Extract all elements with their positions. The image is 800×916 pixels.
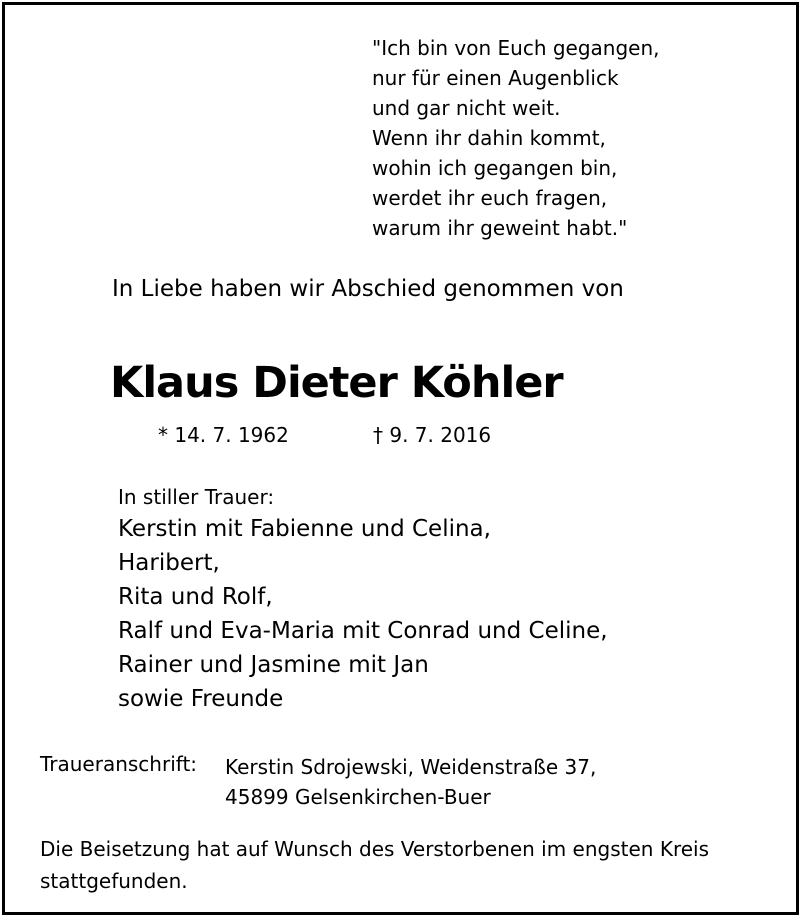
- poem-line: werdet ihr euch fragen,: [372, 186, 608, 210]
- mourners-block: [118, 482, 608, 716]
- poem-line: Wenn ihr dahin kommt,: [372, 126, 606, 150]
- mourner-line: Rita und Rolf,: [118, 584, 273, 610]
- mourner-line: Rainer und Jasmine mit Jan: [118, 652, 429, 678]
- deceased-name: Klaus Dieter Köhler: [110, 358, 563, 408]
- burial-note: Die Beisetzung hat auf Wunsch des Verstorbenen im engsten Kreis stattgefunden.: [40, 837, 710, 893]
- poem-line: warum ihr geweint habt.": [372, 216, 628, 240]
- mourner-line: Kerstin mit Fabienne und Celina,: [118, 516, 491, 542]
- mourners-list: [118, 512, 608, 716]
- address-block: [225, 752, 596, 812]
- poem: [372, 33, 660, 243]
- mourner-line: sowie Freunde: [118, 686, 284, 712]
- mourners-label: In stiller Trauer:: [118, 485, 275, 509]
- poem-line: und gar nicht weit.: [372, 96, 561, 120]
- mourner-line: Haribert,: [118, 550, 220, 576]
- address-label: Traueranschrift:: [40, 752, 198, 776]
- poem-line: nur für einen Augenblick: [372, 66, 619, 90]
- address-line-1: Kerstin Sdrojewski, Weidenstraße 37,: [225, 755, 597, 779]
- birth-date: * 14. 7. 1962: [158, 423, 289, 447]
- death-date: † 9. 7. 2016: [373, 423, 492, 447]
- intro-text: In Liebe haben wir Abschied genommen von: [112, 276, 624, 302]
- poem-line: "Ich bin von Euch gegangen,: [372, 36, 660, 60]
- poem-line: wohin ich gegangen bin,: [372, 156, 618, 180]
- mourner-line: Ralf und Eva-Maria mit Conrad und Celine,: [118, 618, 608, 644]
- address-line-2: 45899 Gelsenkirchen-Buer: [225, 785, 491, 809]
